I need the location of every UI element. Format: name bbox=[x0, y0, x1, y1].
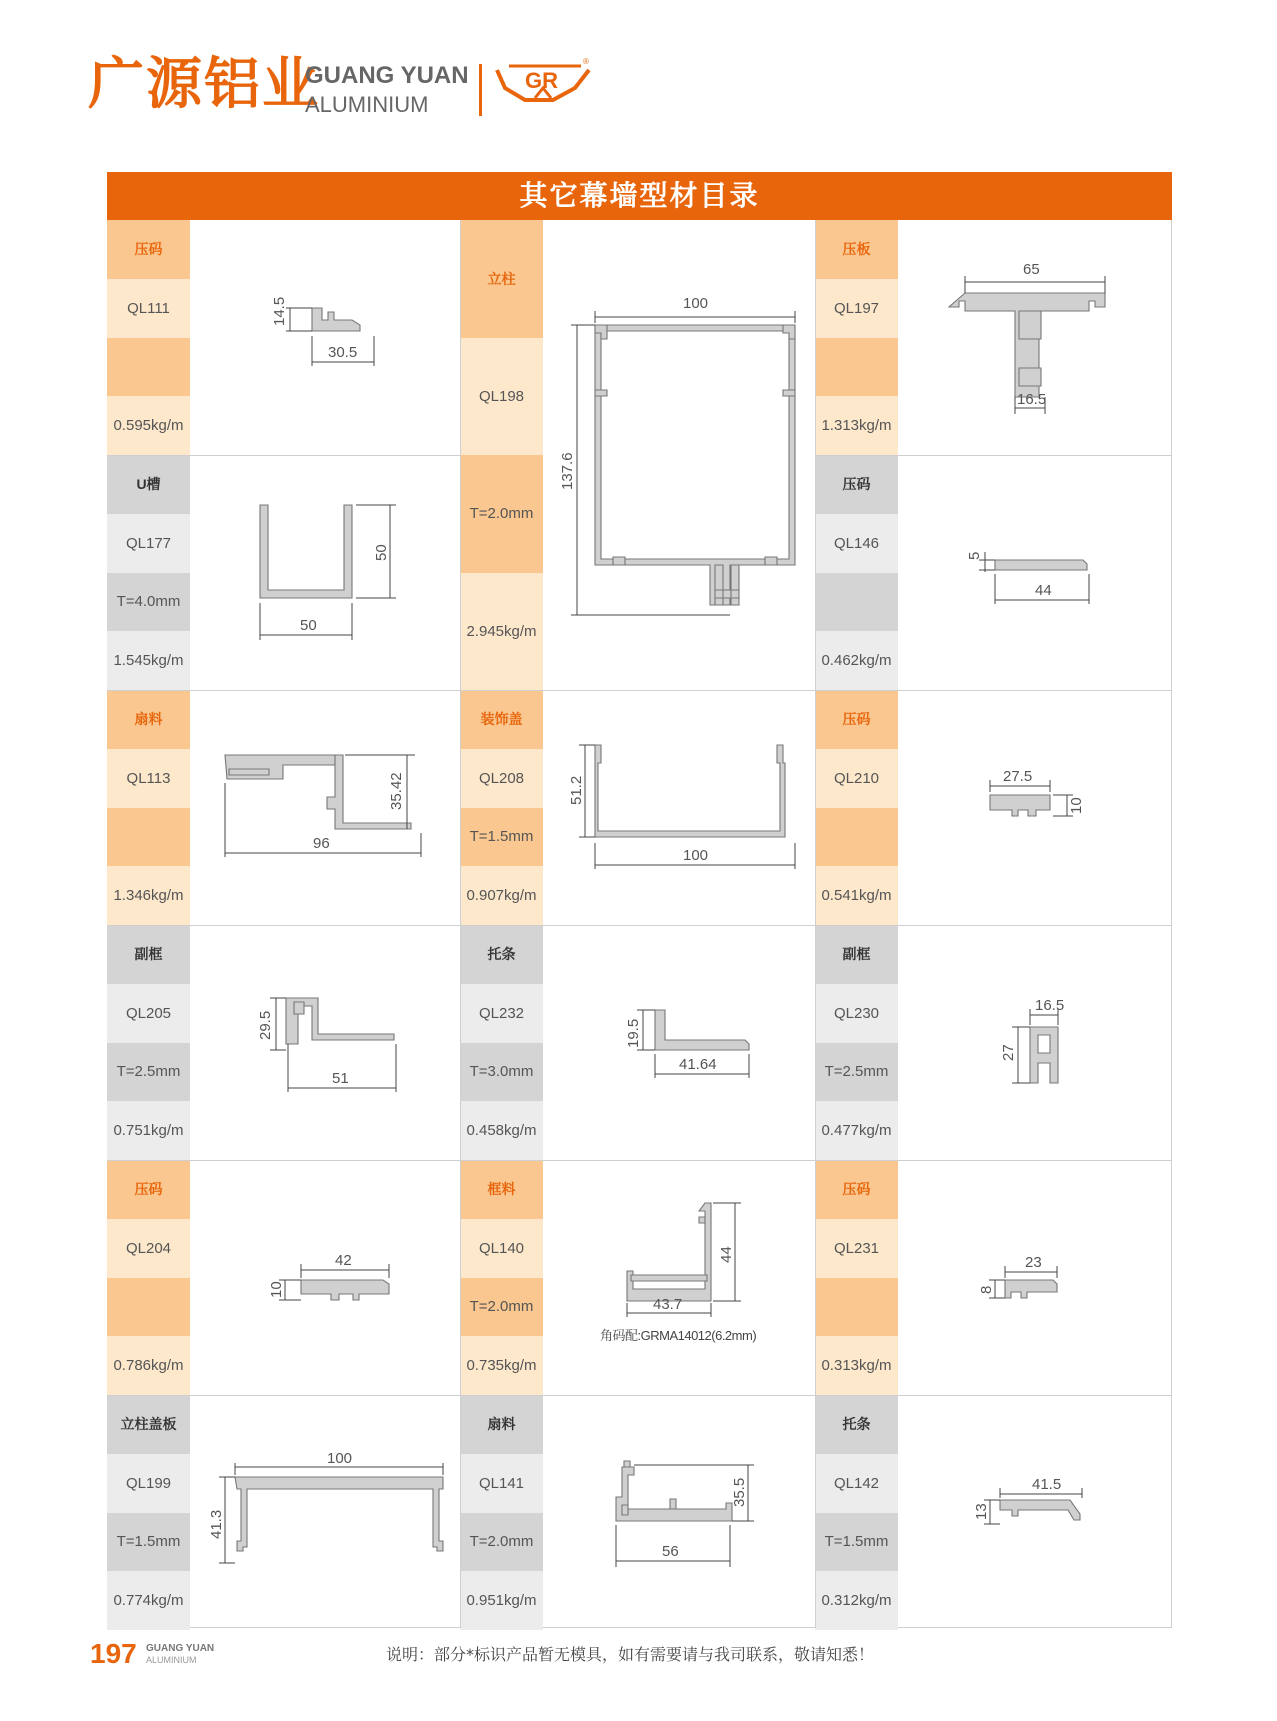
product-thickness-ql230: T=2.5mm bbox=[815, 1043, 898, 1102]
profile-drawing-ql142 bbox=[970, 1476, 1100, 1550]
product-weight-ql113: 1.346kg/m bbox=[107, 866, 190, 925]
product-name-ql141: 扇料 bbox=[460, 1395, 543, 1454]
profile-drawing-ql113 bbox=[215, 745, 425, 865]
gr-logo-icon bbox=[495, 58, 595, 110]
product-name-ql204: 压码 bbox=[107, 1160, 190, 1219]
product-thickness-ql111 bbox=[107, 338, 190, 397]
product-weight-ql140: 0.735kg/m bbox=[460, 1336, 543, 1395]
product-code-ql111: QL111 bbox=[107, 279, 190, 338]
registered-mark: ® bbox=[583, 58, 589, 66]
row-divider bbox=[107, 1395, 1172, 1396]
dim-label: 44 bbox=[718, 1246, 735, 1263]
product-code-ql199: QL199 bbox=[107, 1454, 190, 1513]
product-name-ql210: 压码 bbox=[815, 690, 898, 749]
dim-label: 44 bbox=[1035, 582, 1052, 599]
product-weight-ql230: 0.477kg/m bbox=[815, 1101, 898, 1160]
corner-bracket-note: 角码配:GRMA14012(6.2mm) bbox=[600, 1328, 757, 1343]
profile-drawing-ql197 bbox=[955, 258, 1125, 418]
product-code-ql230: QL230 bbox=[815, 984, 898, 1043]
product-thickness-ql232: T=3.0mm bbox=[460, 1043, 543, 1102]
product-thickness-ql210 bbox=[815, 808, 898, 867]
dim-label: 96 bbox=[313, 835, 330, 852]
product-weight-ql210: 0.541kg/m bbox=[815, 866, 898, 925]
dim-label: 27.5 bbox=[1003, 768, 1033, 785]
product-thickness-ql205: T=2.5mm bbox=[107, 1043, 190, 1102]
dim-label: 16.5 bbox=[1017, 391, 1047, 408]
brand-divider bbox=[479, 64, 482, 116]
product-thickness-ql142: T=1.5mm bbox=[815, 1513, 898, 1572]
dim-label: 41.64 bbox=[679, 1056, 717, 1073]
dim-label: 50 bbox=[373, 544, 390, 561]
profile-drawing-ql141 bbox=[600, 1455, 760, 1575]
product-weight-ql197: 1.313kg/m bbox=[815, 396, 898, 455]
product-thickness-ql113 bbox=[107, 808, 190, 867]
dim-label: 41.5 bbox=[1032, 1476, 1062, 1493]
brand-name-cn: 广源铝业 bbox=[88, 52, 320, 117]
product-thickness-ql140: T=2.0mm bbox=[460, 1278, 543, 1337]
dim-label: 35.5 bbox=[731, 1477, 748, 1507]
dim-label: 16.5 bbox=[1035, 997, 1065, 1014]
product-name-ql111: 压码 bbox=[107, 220, 190, 279]
product-code-ql231: QL231 bbox=[815, 1219, 898, 1278]
profile-drawing-ql199 bbox=[205, 1450, 455, 1575]
product-name-ql142: 托条 bbox=[815, 1395, 898, 1454]
product-code-ql146: QL146 bbox=[815, 514, 898, 573]
product-weight-ql142: 0.312kg/m bbox=[815, 1571, 898, 1630]
dim-label: 8 bbox=[978, 1285, 995, 1294]
product-code-ql113: QL113 bbox=[107, 749, 190, 808]
product-code-ql197: QL197 bbox=[815, 279, 898, 338]
dim-label: 30.5 bbox=[328, 344, 358, 361]
dim-label: 19.5 bbox=[625, 1018, 642, 1048]
product-code-ql198: QL198 bbox=[460, 338, 543, 456]
product-code-ql141: QL141 bbox=[460, 1454, 543, 1513]
product-name-ql140: 框料 bbox=[460, 1160, 543, 1219]
product-weight-ql231: 0.313kg/m bbox=[815, 1336, 898, 1395]
product-code-ql142: QL142 bbox=[815, 1454, 898, 1513]
brand-name-en-sub: ALUMINIUM bbox=[305, 92, 429, 117]
product-weight-ql141: 0.951kg/m bbox=[460, 1571, 543, 1630]
product-weight-ql111: 0.595kg/m bbox=[107, 396, 190, 455]
profile-drawing-ql205 bbox=[250, 990, 410, 1100]
dim-label: 51 bbox=[332, 1070, 349, 1087]
dim-label: 50 bbox=[300, 617, 317, 634]
catalog-title: 其它幕墙型材目录 bbox=[107, 172, 1172, 220]
product-name-ql231: 压码 bbox=[815, 1160, 898, 1219]
row-divider bbox=[107, 925, 1172, 926]
product-name-ql197: 压板 bbox=[815, 220, 898, 279]
product-code-ql208: QL208 bbox=[460, 749, 543, 808]
product-thickness-ql204 bbox=[107, 1278, 190, 1337]
column-divider bbox=[460, 220, 461, 1628]
dim-label: 35.42 bbox=[388, 772, 405, 810]
product-thickness-ql141: T=2.0mm bbox=[460, 1513, 543, 1572]
dim-label: 56 bbox=[662, 1543, 679, 1560]
page-number: 197 bbox=[90, 1638, 137, 1669]
column-divider bbox=[815, 220, 816, 1628]
product-name-ql146: 压码 bbox=[815, 455, 898, 514]
dim-label: 100 bbox=[683, 847, 709, 864]
product-weight-ql208: 0.907kg/m bbox=[460, 866, 543, 925]
dim-label: 42 bbox=[335, 1252, 352, 1269]
profile-drawing-ql146 bbox=[965, 540, 1095, 610]
product-weight-ql198: 2.945kg/m bbox=[460, 573, 543, 691]
product-code-ql205: QL205 bbox=[107, 984, 190, 1043]
product-weight-ql199: 0.774kg/m bbox=[107, 1571, 190, 1630]
product-thickness-ql208: T=1.5mm bbox=[460, 808, 543, 867]
footer-brand: GUANG YUAN bbox=[146, 1643, 215, 1654]
product-name-ql113: 扇料 bbox=[107, 690, 190, 749]
product-name-ql177: U槽 bbox=[107, 455, 190, 514]
dim-label: 137.6 bbox=[559, 452, 576, 490]
row-divider bbox=[815, 455, 1172, 456]
profile-drawing-ql232 bbox=[615, 1000, 760, 1080]
logo-text: GR bbox=[525, 68, 558, 93]
product-weight-ql146: 0.462kg/m bbox=[815, 631, 898, 690]
profile-drawing-ql210 bbox=[975, 770, 1085, 840]
product-name-ql199: 立柱盖板 bbox=[107, 1395, 190, 1454]
dim-label: 5 bbox=[966, 551, 983, 560]
product-thickness-ql177: T=4.0mm bbox=[107, 573, 190, 632]
footer-note: 说明：部分*标识产品暂无模具，如有需要请与我司联系，敬请知悉！ bbox=[386, 1645, 875, 1664]
dim-label: 100 bbox=[683, 295, 709, 312]
product-code-ql232: QL232 bbox=[460, 984, 543, 1043]
profile-drawing-ql198 bbox=[555, 295, 805, 620]
profile-drawing-ql230 bbox=[990, 995, 1090, 1095]
product-code-ql204: QL204 bbox=[107, 1219, 190, 1278]
profile-drawing-ql111 bbox=[270, 290, 390, 370]
dim-label: 51.2 bbox=[568, 775, 585, 805]
product-thickness-ql197 bbox=[815, 338, 898, 397]
product-weight-ql177: 1.545kg/m bbox=[107, 631, 190, 690]
dim-label: 10 bbox=[268, 1281, 285, 1298]
dim-label: 65 bbox=[1023, 261, 1040, 278]
product-code-ql140: QL140 bbox=[460, 1219, 543, 1278]
profile-drawing-ql140 bbox=[615, 1195, 765, 1320]
profile-drawing-ql204 bbox=[255, 1250, 400, 1310]
dim-label: 13 bbox=[973, 1503, 990, 1520]
product-name-ql232: 托条 bbox=[460, 925, 543, 984]
product-thickness-ql146 bbox=[815, 573, 898, 632]
product-name-ql230: 副框 bbox=[815, 925, 898, 984]
product-weight-ql205: 0.751kg/m bbox=[107, 1101, 190, 1160]
product-thickness-ql199: T=1.5mm bbox=[107, 1513, 190, 1572]
dim-label: 41.3 bbox=[208, 1509, 225, 1539]
product-weight-ql232: 0.458kg/m bbox=[460, 1101, 543, 1160]
product-thickness-ql198: T=2.0mm bbox=[460, 455, 543, 573]
dim-label: 23 bbox=[1025, 1254, 1042, 1271]
row-divider bbox=[107, 690, 1172, 691]
product-thickness-ql231 bbox=[815, 1278, 898, 1337]
dim-label: 43.7 bbox=[653, 1296, 683, 1313]
profile-drawing-ql177 bbox=[250, 495, 400, 640]
footer-brand-sub: ALUMINIUM bbox=[146, 1655, 197, 1665]
product-code-ql210: QL210 bbox=[815, 749, 898, 808]
product-name-ql205: 副框 bbox=[107, 925, 190, 984]
product-name-ql208: 装饰盖 bbox=[460, 690, 543, 749]
dim-label: 100 bbox=[327, 1450, 353, 1467]
product-code-ql177: QL177 bbox=[107, 514, 190, 573]
profile-drawing-ql208 bbox=[555, 735, 805, 875]
dim-label: 27 bbox=[1000, 1044, 1017, 1061]
dim-label: 29.5 bbox=[257, 1010, 274, 1040]
dim-label: 14.5 bbox=[271, 296, 288, 326]
product-name-ql198: 立柱 bbox=[460, 220, 543, 338]
profile-drawing-ql231 bbox=[975, 1250, 1085, 1310]
dim-label: 10 bbox=[1068, 797, 1085, 814]
brand-name-en: GUANG YUAN bbox=[305, 62, 469, 89]
row-divider bbox=[107, 1160, 1172, 1161]
row-divider bbox=[107, 455, 460, 456]
product-weight-ql204: 0.786kg/m bbox=[107, 1336, 190, 1395]
